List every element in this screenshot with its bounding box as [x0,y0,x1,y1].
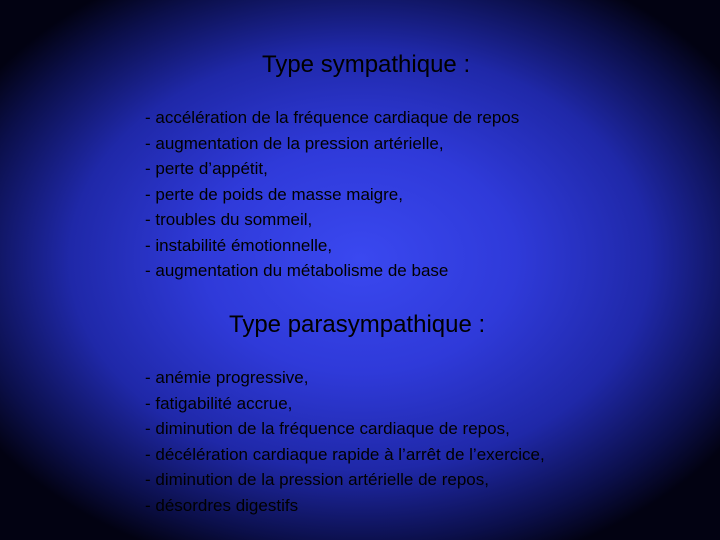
sympathique-item: - accélération de la fréquence cardiaque de repos [145,108,520,127]
sympathique-item: - perte de poids de masse maigre, [145,184,403,204]
parasympathique-item: - diminution de la fréquence cardiaque de repos, [145,419,510,438]
parasympathique-item: - diminution de la pression artérielle de repos, [145,470,489,489]
sympathique-item: - instabilité émotionnelle, [145,235,333,255]
sympathique-item: - perte d’appétit, [145,159,268,178]
sympathique-item: - troubles du sommeil, [145,210,313,229]
parasympathique-item: - fatigabilité accrue, [145,393,293,413]
sympathique-list [145,105,519,284]
parasympathique-title: Type parasympathique : [229,311,486,338]
parasympathique-item: - désordres digestifs [145,495,299,515]
sympathique-title: Type sympathique : [262,51,471,78]
sympathique-item: - augmentation de la pression artérielle, [145,133,444,153]
parasympathique-item: - décélération cardiaque rapide à l’arrêt de l’exercice, [145,444,545,464]
parasympathique-list [145,365,545,518]
sympathique-item: - augmentation du métabolisme de base [145,261,449,280]
parasympathique-item: - anémie progressive, [145,368,309,387]
